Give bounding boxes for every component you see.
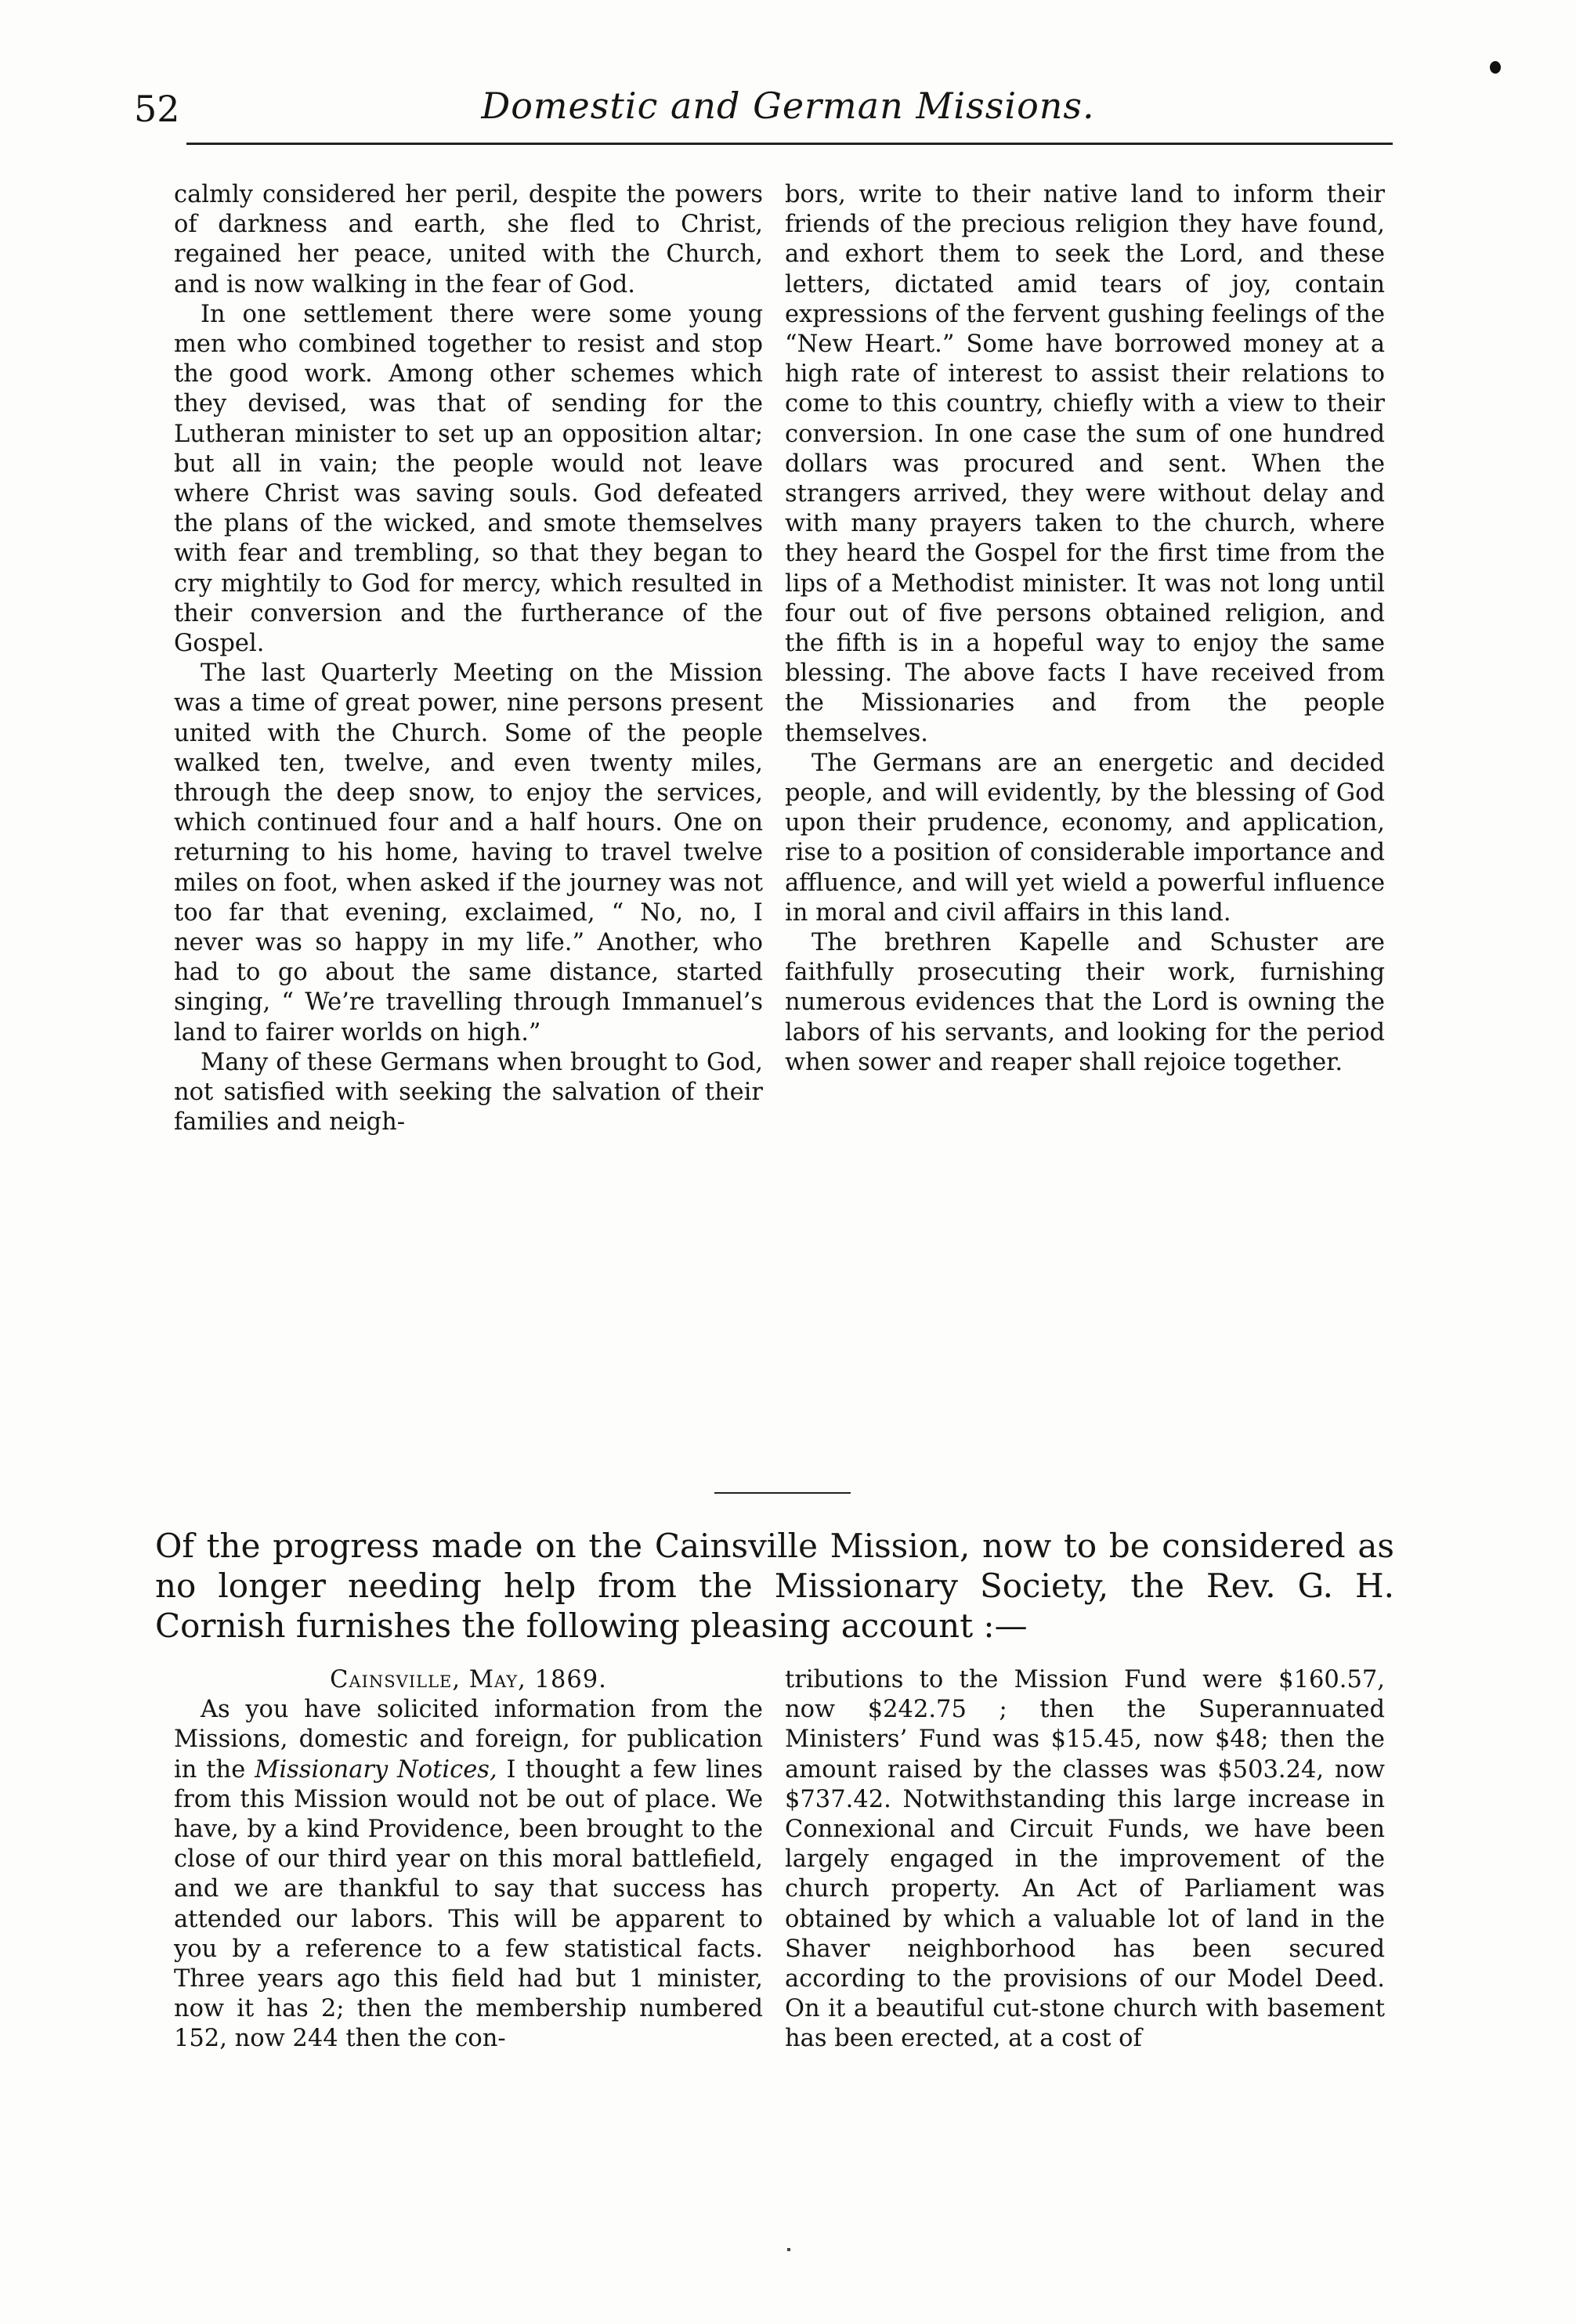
paragraph: The brethren Kapelle and Schuster are faithfully prosecuting their work, furnishing numerous evidences that the Lord is owning the labors of his servants, and looking for the period when sower and reaper shall rejoice together. [785, 929, 1385, 1076]
ink-speck [1490, 61, 1501, 74]
page-number: 52 [134, 88, 180, 130]
text: I thought a few lines from this Mission would not be out of place. We have, by a kind Providence, been brought to the close of our third year on this moral battlefield, and we are thankful to say that success has attended our labors. This will be apparent to you by a reference to a few statistical facts. Three years ago this field had but 1 minister, now it has 2; then the membership numbered 152, now 244 then the con- [174, 1755, 763, 2053]
section-intro: Of the progress made on the Cainsville Mission, now to be considered as no longer needing help from the Missionary Society, the Rev. G. H. Cornish furnishes the following pleasing account :— [155, 1527, 1394, 1645]
section-divider [714, 1492, 851, 1494]
paragraph: The last Quarterly Meeting on the Mission was a time of great power, nine persons present united with the Church. Some of the people walked ten, twelve, and even twenty miles, through the deep snow, to enjoy the services, which continued four and a half hours. One on returning to his home, having to travel twelve miles on foot, when asked if the journey was not too far that evening, exclaimed, “ No, no, I never was so happy in my life.” Another, who had to go about the same distance, started singing, “ We’re travelling through Immanuel’s land to fairer worlds on high.” [174, 660, 763, 1046]
paragraph: calmly considered her peril, despite the powers of darkness and earth, she fled to Christ, regained her peace, united with the Church, and is now walking in the fear of God. [174, 181, 763, 298]
column-3 [174, 1665, 763, 2055]
ink-speck [787, 2248, 790, 2251]
paragraph [174, 1695, 763, 2054]
dateline: Cainsville, May, 1869. [330, 1666, 607, 1693]
publication-title: Missionary Notices, [255, 1755, 497, 1784]
header-rule [186, 143, 1393, 145]
column-2 [785, 180, 1385, 1078]
running-title: Domestic and German Missions. [481, 85, 1095, 127]
column-1 [174, 180, 763, 1138]
paragraph: The Germans are an energetic and decided people, and will evidently, by the blessing of God upon their prudence, economy, and application, rise to a position of considerable importance and affluence, and will yet wield a powerful influence in moral and civil affairs in this land. [785, 749, 1385, 927]
text: As you have solicited information from the Missions, domestic and foreign, for publication in the [174, 1696, 763, 1784]
paragraph: tributions to the Mission Fund were $160.57, now $242.75 ; then the Superannuated Ministers’ Fund was $15.45, now $48; then the amount raised by the classes was $503.24, now $737.42. Notwithstanding this large increase in Connexional and Circuit Funds, we have been largely engaged in the improvement of the church property. An Act of Parliament was obtained by which a valuable lot of land in the Shaver neighborhood has been secured according to the provisions of our Model Deed. On it a beautiful cut-stone church with basement has been erected, at a cost of [785, 1666, 1385, 2053]
paragraph: Many of these Germans when brought to God, not satisfied with seeking the salvation of their families and neigh- [174, 1048, 763, 1137]
paragraph: bors, write to their native land to inform their friends of the precious religion they have found, and exhort them to seek the Lord, and these letters, dictated amid tears of joy, contain expressions of the fervent gushing feelings of the “New Heart.” Some have borrowed money at a high rate of interest to assist their relations to come to this country, chiefly with a view to their conversion. In one case the sum of one hundred dollars was procured and sent. When the strangers arrived, they were without delay and with many prayers taken to the church, where they heard the Gospel for the first time from the lips of a Methodist minister. It was not long until four out of five persons obtained religion, and the fifth is in a hopeful way to enjoy the same blessing. The above facts I have received from the Missionaries and from the people themselves. [785, 181, 1385, 747]
column-4 [785, 1665, 1385, 2055]
paragraph: In one settlement there were some young men who combined together to resist and stop the good work. Among other schemes which they devised, was that of sending for the Lutheran minister to set up an opposition altar; but all in vain; the people would not leave where Christ was saving souls. God defeated the plans of the wicked, and smote themselves with fear and trembling, so that they began to cry mightily to God for mercy, which resulted in their conversion and the furtherance of the Gospel. [174, 300, 763, 658]
